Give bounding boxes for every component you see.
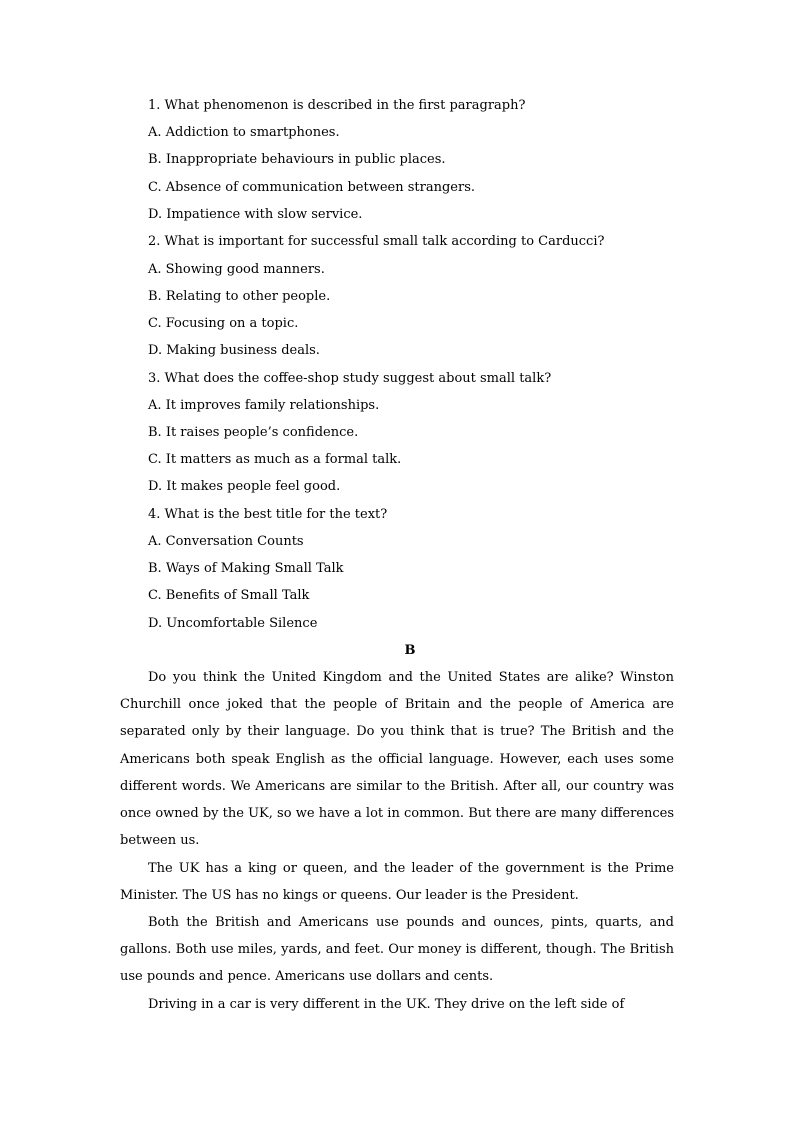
question-4-option-a: A. Conversation Counts — [148, 534, 304, 549]
question-4-option-d: D. Uncomfortable Silence — [148, 616, 318, 631]
question-3-option-b: B. It raises people’s confidence. — [148, 425, 359, 440]
question-1-option-d: D. Impatience with slow service. — [148, 207, 363, 222]
question-4-stem: 4. What is the best title for the text? — [148, 507, 388, 522]
question-3-option-c: C. It matters as much as a formal talk. — [148, 452, 402, 467]
question-1-stem: 1. What phenomenon is described in the first paragraph? — [148, 98, 526, 113]
section-b-heading: B — [404, 643, 416, 658]
section-b-paragraph-1: Do you think the United Kingdom and the United States are alike? Winston Churchill once joked that the people of Britain and the people of America are separated only by their language. Do you think that is true? The British and the Americans both speak English as the official language. However, each uses some different words. We Americans are similar to the British. After all, our country was once owned by the UK, so we have a lot in common. But there are many differences between us. — [120, 670, 674, 849]
question-2-option-c: C. Focusing on a topic. — [148, 316, 299, 331]
section-b-paragraph-2: The UK has a king or queen, and the leader of the government is the Prime Minister. The US has no kings or queens. Our leader is the President. — [120, 861, 674, 904]
question-1-option-c: C. Absence of communication between strangers. — [148, 180, 476, 195]
question-3-option-a: A. It improves family relationships. — [148, 398, 380, 413]
question-2-stem: 2. What is important for successful small talk according to Carducci? — [148, 234, 605, 249]
question-2-option-d: D. Making business deals. — [148, 343, 320, 358]
question-2-option-b: B. Relating to other people. — [148, 289, 331, 304]
question-3-option-d: D. It makes people feel good. — [148, 479, 341, 494]
question-4-option-c: C. Benefits of Small Talk — [148, 588, 310, 603]
section-b-paragraph-4: Driving in a car is very different in the UK. They drive on the left side of — [148, 997, 625, 1012]
question-4-option-b: B. Ways of Making Small Talk — [148, 561, 344, 576]
section-b-paragraph-3: Both the British and Americans use pounds and ounces, pints, quarts, and gallons. Both use miles, yards, and feet. Our money is different, though. The British use pounds and pence. Americans use dollars and cents. — [120, 915, 674, 985]
question-1-option-b: B. Inappropriate behaviours in public places. — [148, 152, 446, 167]
question-1-option-a: A. Addiction to smartphones. — [148, 125, 340, 140]
question-3-stem: 3. What does the coffee-shop study suggest about small talk? — [148, 371, 552, 386]
question-2-option-a: A. Showing good manners. — [148, 262, 325, 277]
